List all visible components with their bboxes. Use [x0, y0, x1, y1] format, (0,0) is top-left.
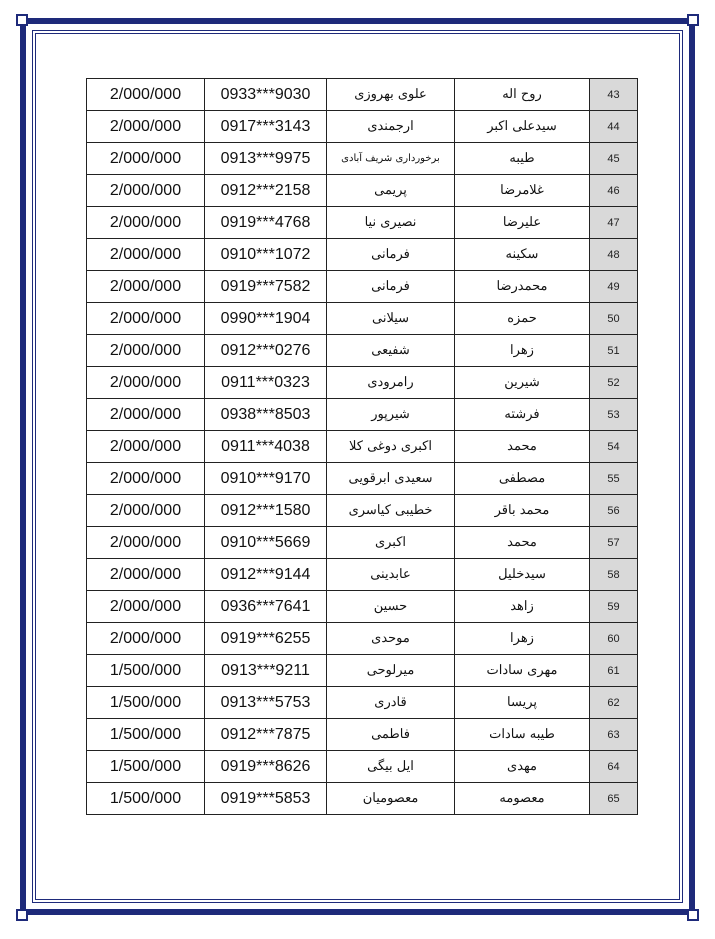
last-name-cell: قادری	[327, 687, 455, 719]
last-name-cell: اکبری دوغی کلا	[327, 431, 455, 463]
phone-cell: 0919***7582	[205, 271, 327, 303]
table-row	[87, 783, 638, 815]
last-name-cell: برخورداری شریف آبادی	[327, 143, 455, 175]
table-row	[87, 79, 638, 111]
amount-cell: 2/000/000	[87, 591, 205, 623]
phone-cell: 0910***5669	[205, 527, 327, 559]
phone-cell: 0919***4768	[205, 207, 327, 239]
amount-cell: 1/500/000	[87, 783, 205, 815]
first-name-cell: سیدخلیل	[455, 559, 590, 591]
phone-cell: 0911***4038	[205, 431, 327, 463]
amount-cell: 2/000/000	[87, 527, 205, 559]
first-name-cell: فرشته	[455, 399, 590, 431]
border-corner-ornament	[687, 14, 699, 26]
row-number-cell: 63	[590, 719, 638, 751]
row-number-cell: 55	[590, 463, 638, 495]
table-row	[87, 719, 638, 751]
amount-cell: 2/000/000	[87, 79, 205, 111]
table-row	[87, 463, 638, 495]
last-name-cell: شیرپور	[327, 399, 455, 431]
row-number-cell: 45	[590, 143, 638, 175]
last-name-cell: پریمی	[327, 175, 455, 207]
table-row	[87, 111, 638, 143]
table-row	[87, 303, 638, 335]
row-number-cell: 57	[590, 527, 638, 559]
first-name-cell: طیبه	[455, 143, 590, 175]
last-name-cell: اکبری	[327, 527, 455, 559]
recipients-table	[86, 78, 638, 815]
last-name-cell: خطیبی کیاسری	[327, 495, 455, 527]
first-name-cell: محمد باقر	[455, 495, 590, 527]
last-name-cell: موحدی	[327, 623, 455, 655]
first-name-cell: زهرا	[455, 623, 590, 655]
row-number-cell: 48	[590, 239, 638, 271]
phone-cell: 0912***7875	[205, 719, 327, 751]
border-corner-ornament	[687, 909, 699, 921]
last-name-cell: میرلوحی	[327, 655, 455, 687]
recipients-table-body	[87, 79, 638, 815]
last-name-cell: سیلانی	[327, 303, 455, 335]
amount-cell: 2/000/000	[87, 431, 205, 463]
first-name-cell: محمد	[455, 527, 590, 559]
last-name-cell: ایل بیگی	[327, 751, 455, 783]
last-name-cell: فاطمی	[327, 719, 455, 751]
phone-cell: 0917***3143	[205, 111, 327, 143]
amount-cell: 1/500/000	[87, 655, 205, 687]
phone-cell: 0938***8503	[205, 399, 327, 431]
row-number-cell: 49	[590, 271, 638, 303]
table-row	[87, 431, 638, 463]
first-name-cell: مصطفی	[455, 463, 590, 495]
last-name-cell: فرمانی	[327, 271, 455, 303]
first-name-cell: محمدرضا	[455, 271, 590, 303]
row-number-cell: 46	[590, 175, 638, 207]
row-number-cell: 58	[590, 559, 638, 591]
row-number-cell: 56	[590, 495, 638, 527]
last-name-cell: حسین	[327, 591, 455, 623]
phone-cell: 0919***6255	[205, 623, 327, 655]
first-name-cell: مهدی	[455, 751, 590, 783]
first-name-cell: پریسا	[455, 687, 590, 719]
table-row	[87, 271, 638, 303]
table-row	[87, 751, 638, 783]
border-corner-ornament	[16, 14, 28, 26]
amount-cell: 2/000/000	[87, 335, 205, 367]
table-row	[87, 687, 638, 719]
table-row	[87, 399, 638, 431]
amount-cell: 2/000/000	[87, 367, 205, 399]
last-name-cell: عابدینی	[327, 559, 455, 591]
amount-cell: 2/000/000	[87, 207, 205, 239]
phone-cell: 0912***0276	[205, 335, 327, 367]
table-row	[87, 527, 638, 559]
phone-cell: 0913***5753	[205, 687, 327, 719]
amount-cell: 2/000/000	[87, 399, 205, 431]
phone-cell: 0990***1904	[205, 303, 327, 335]
table-row	[87, 175, 638, 207]
first-name-cell: مهری سادات	[455, 655, 590, 687]
amount-cell: 2/000/000	[87, 623, 205, 655]
last-name-cell: معصومیان	[327, 783, 455, 815]
row-number-cell: 64	[590, 751, 638, 783]
row-number-cell: 61	[590, 655, 638, 687]
amount-cell: 2/000/000	[87, 239, 205, 271]
first-name-cell: غلامرضا	[455, 175, 590, 207]
table-row	[87, 655, 638, 687]
last-name-cell: رامرودی	[327, 367, 455, 399]
phone-cell: 0912***2158	[205, 175, 327, 207]
last-name-cell: علوی بهروزی	[327, 79, 455, 111]
phone-cell: 0919***8626	[205, 751, 327, 783]
table-row	[87, 207, 638, 239]
first-name-cell: معصومه	[455, 783, 590, 815]
amount-cell: 2/000/000	[87, 111, 205, 143]
phone-cell: 0911***0323	[205, 367, 327, 399]
phone-cell: 0913***9975	[205, 143, 327, 175]
row-number-cell: 60	[590, 623, 638, 655]
amount-cell: 2/000/000	[87, 271, 205, 303]
row-number-cell: 52	[590, 367, 638, 399]
phone-cell: 0913***9211	[205, 655, 327, 687]
amount-cell: 1/500/000	[87, 687, 205, 719]
first-name-cell: علیرضا	[455, 207, 590, 239]
first-name-cell: طیبه سادات	[455, 719, 590, 751]
last-name-cell: شفیعی	[327, 335, 455, 367]
amount-cell: 2/000/000	[87, 175, 205, 207]
row-number-cell: 65	[590, 783, 638, 815]
amount-cell: 2/000/000	[87, 463, 205, 495]
table-row	[87, 495, 638, 527]
first-name-cell: محمد	[455, 431, 590, 463]
phone-cell: 0910***9170	[205, 463, 327, 495]
amount-cell: 1/500/000	[87, 719, 205, 751]
row-number-cell: 54	[590, 431, 638, 463]
table-row	[87, 367, 638, 399]
table-row	[87, 143, 638, 175]
last-name-cell: نصیری نیا	[327, 207, 455, 239]
row-number-cell: 47	[590, 207, 638, 239]
phone-cell: 0912***9144	[205, 559, 327, 591]
amount-cell: 2/000/000	[87, 495, 205, 527]
first-name-cell: روح اله	[455, 79, 590, 111]
row-number-cell: 62	[590, 687, 638, 719]
phone-cell: 0936***7641	[205, 591, 327, 623]
row-number-cell: 53	[590, 399, 638, 431]
last-name-cell: سعیدی ابرقویی	[327, 463, 455, 495]
row-number-cell: 59	[590, 591, 638, 623]
table-row	[87, 335, 638, 367]
phone-cell: 0933***9030	[205, 79, 327, 111]
table-row	[87, 239, 638, 271]
first-name-cell: حمزه	[455, 303, 590, 335]
last-name-cell: فرمانی	[327, 239, 455, 271]
amount-cell: 1/500/000	[87, 751, 205, 783]
first-name-cell: زهرا	[455, 335, 590, 367]
amount-cell: 2/000/000	[87, 143, 205, 175]
table-row	[87, 623, 638, 655]
table-row	[87, 559, 638, 591]
first-name-cell: سیدعلی اکبر	[455, 111, 590, 143]
phone-cell: 0910***1072	[205, 239, 327, 271]
first-name-cell: شیرین	[455, 367, 590, 399]
first-name-cell: سکینه	[455, 239, 590, 271]
first-name-cell: زاهد	[455, 591, 590, 623]
row-number-cell: 50	[590, 303, 638, 335]
amount-cell: 2/000/000	[87, 559, 205, 591]
row-number-cell: 44	[590, 111, 638, 143]
table-row	[87, 591, 638, 623]
row-number-cell: 51	[590, 335, 638, 367]
last-name-cell: ارجمندی	[327, 111, 455, 143]
border-corner-ornament	[16, 909, 28, 921]
phone-cell: 0912***1580	[205, 495, 327, 527]
amount-cell: 2/000/000	[87, 303, 205, 335]
phone-cell: 0919***5853	[205, 783, 327, 815]
row-number-cell: 43	[590, 79, 638, 111]
